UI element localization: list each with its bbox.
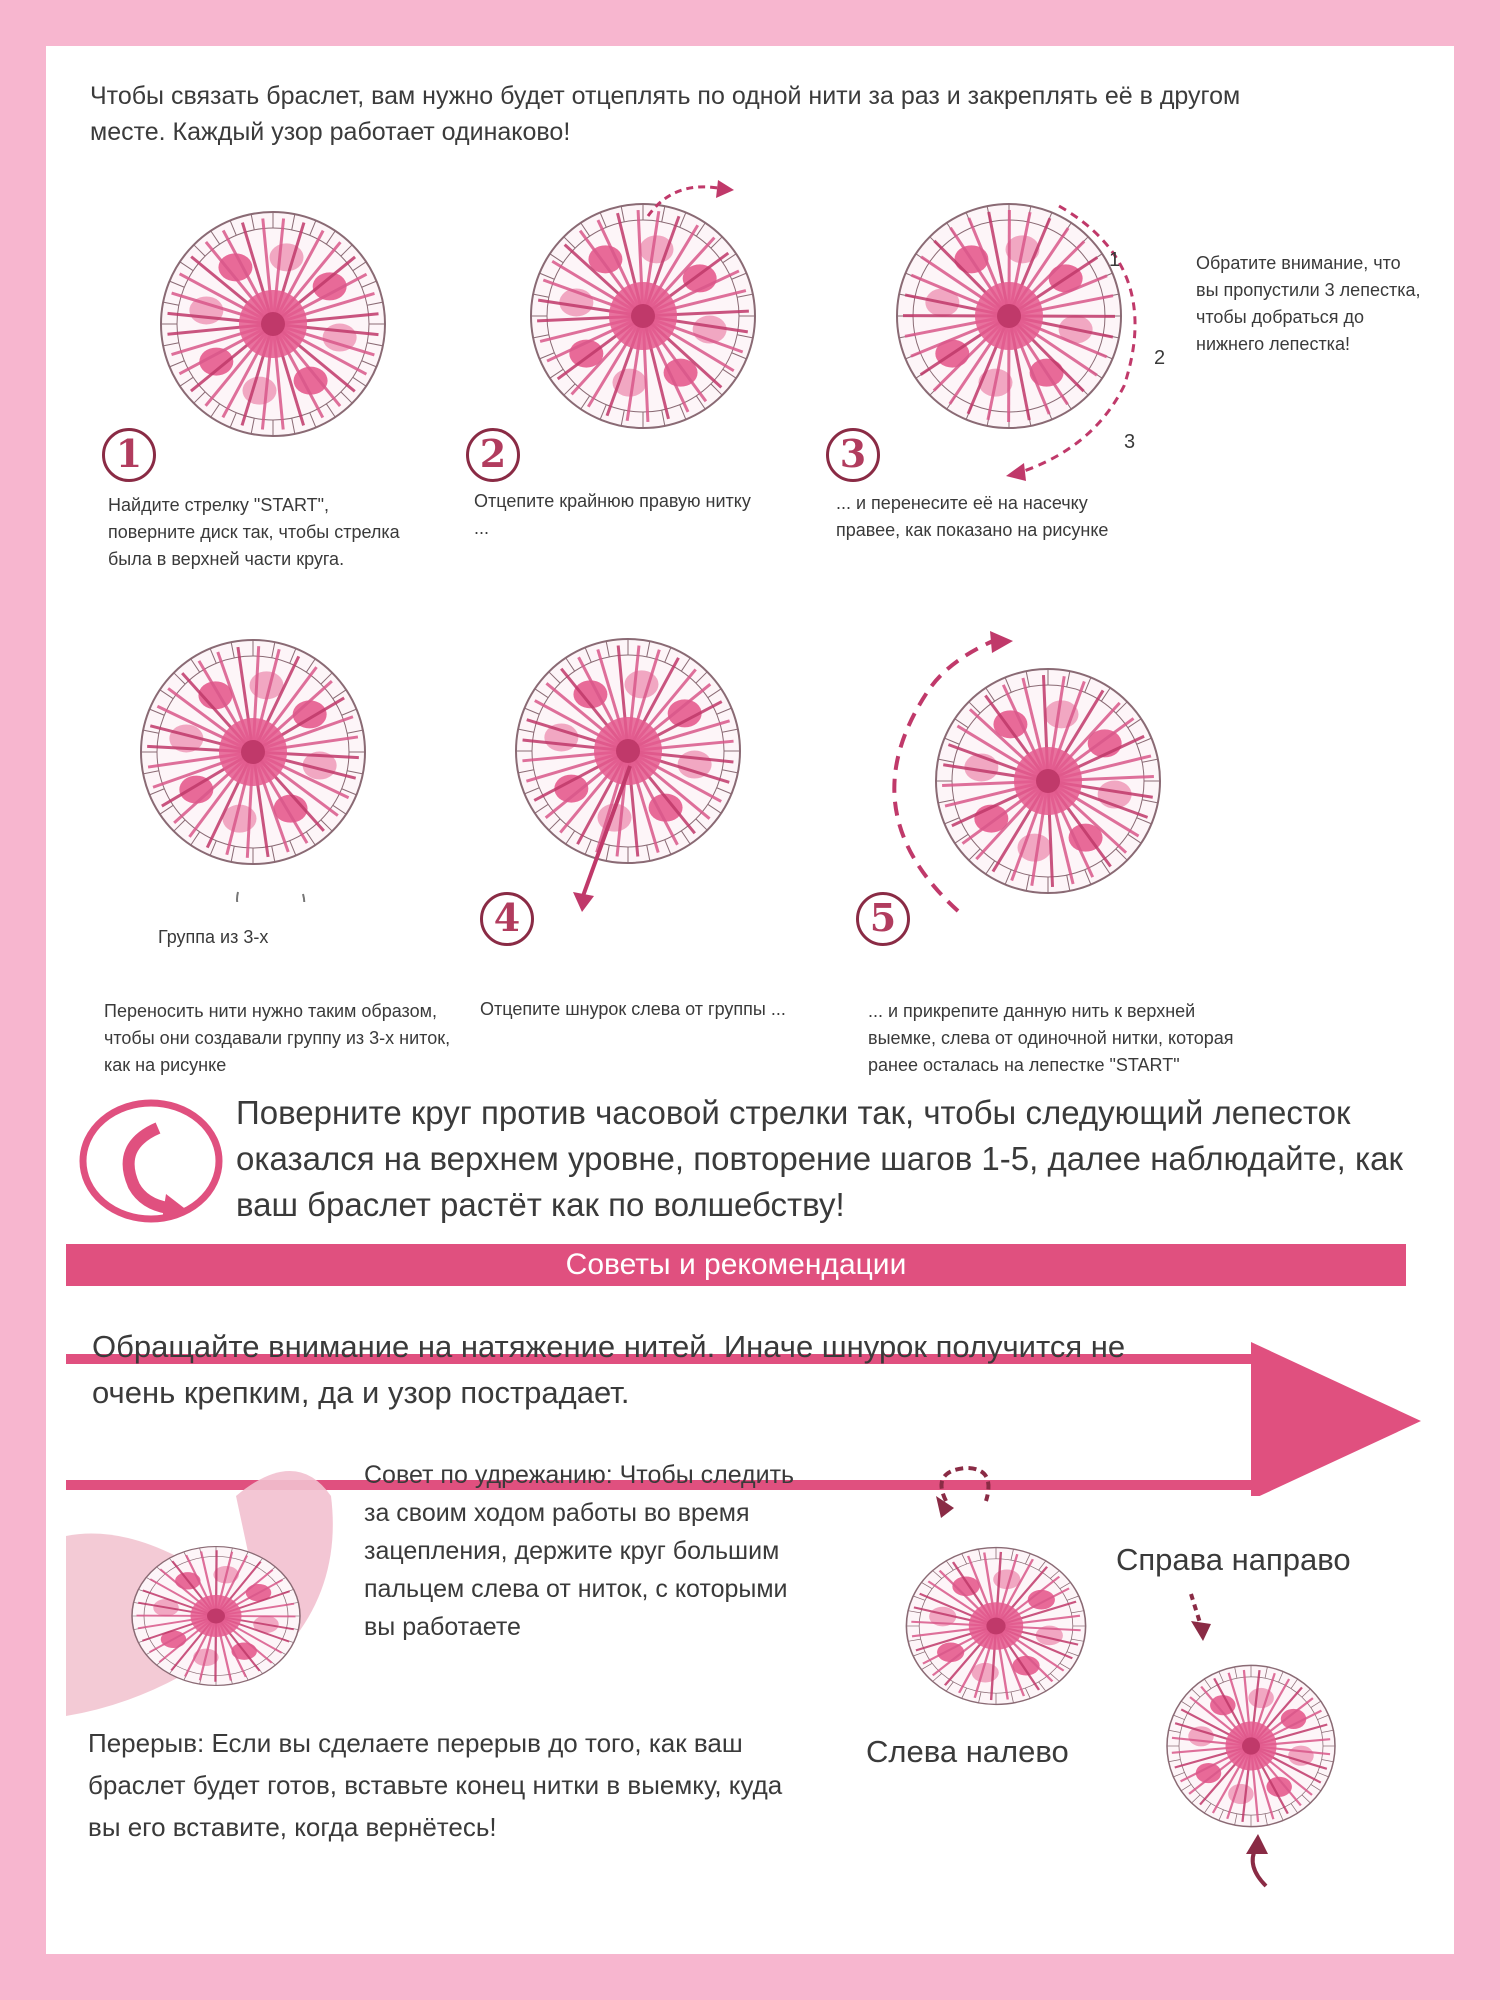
disc-step4-illustration (478, 606, 778, 926)
disc-graphic (141, 640, 365, 864)
curl-arrow-top (1191, 1594, 1201, 1626)
step3-note: Обратите внимание, что вы пропустили 3 лепестка, чтобы добраться до нижнего лепестка! (1196, 253, 1421, 354)
right-to-right-label: Справа направо (1116, 1542, 1351, 1577)
arrow-step3-head (1006, 463, 1026, 481)
disc-step5-illustration (858, 611, 1198, 951)
disc-graphic (132, 1547, 300, 1686)
tips-banner: Советы и рекомендации (66, 1244, 1406, 1286)
step-caption-2: Отцепите крайнюю правую нитку ... (474, 491, 751, 538)
disc-graphic (897, 204, 1121, 428)
disc-step3-illustration (874, 186, 1204, 486)
pause-tip: Перерыв: Если вы сделаете перерыв до того, как ваш браслет будет готов, вставьте конец нитки в выемку, куда вы его вставите, когда вернётесь! (88, 1728, 783, 1842)
group-caption: Переносить нити нужно таким образом, чтобы они создавали группу из 3-х ниток, как на рисунке (104, 1001, 451, 1075)
step-caption-1: Найдите стрелку "START", поверните диск так, чтобы стрелка была в верхней части круга. (108, 495, 400, 569)
group-label: Группа из 3-х (158, 927, 269, 947)
rotate-counterclockwise-icon (76, 1096, 226, 1226)
step-caption-4: Отцепите шнурок слева от группы ... (480, 999, 786, 1019)
group-bracket (237, 892, 304, 902)
step-number-1: 1 (102, 428, 156, 482)
mark-2: 2 (1154, 347, 1166, 369)
disc-right-to-right-illustration (1106, 1586, 1396, 1906)
disc-step2-illustration (498, 176, 788, 451)
arrow-step4-head (573, 892, 594, 912)
curl-arrow-left (942, 1468, 989, 1501)
left-to-left-label: Слева налево (866, 1734, 1069, 1769)
disc-graphic (906, 1548, 1085, 1705)
disc-step1-illustration (138, 196, 408, 451)
step-number-3: 3 (826, 428, 880, 482)
step-number-5: 5 (856, 892, 910, 946)
disc-graphic (516, 639, 740, 863)
hand-holding-disc-photo (66, 1456, 366, 1726)
hold-tip: Совет по удрежанию: Чтобы следить за своим ходом работы во время зацепления, держите круг большим пальцем слева от ниток, с которыми вы работаете (364, 1461, 795, 1641)
disc-graphic (161, 212, 385, 436)
intro-text: Чтобы связать браслет, вам нужно будет отцеплять по одной нити за раз и закреплять её в другом месте. Каждый узор работает одинаково! (90, 82, 1241, 146)
rotate-instruction: Поверните круг против часовой стрелки так, чтобы следующий лепесток оказался на верхнем уровне, повторение шагов 1-5, далее наблюдайте, как ваш браслет растёт как по волшебству! (236, 1094, 1403, 1223)
arrow-step2-head (716, 180, 734, 198)
disc-graphic (1167, 1665, 1335, 1826)
arrow-step5-head (990, 631, 1013, 653)
disc-group-illustration (108, 612, 398, 902)
step-number-4: 4 (480, 892, 534, 946)
step-caption-5: ... и прикрепите данную нить к верхней выемке, слева от одиночной нитки, которая ранее осталась на лепестке "START" (868, 1001, 1234, 1075)
disc-graphic (936, 669, 1160, 893)
disc-left-to-left-illustration (836, 1456, 1136, 1756)
mark-1: 1 (1109, 249, 1121, 271)
disc-graphic (531, 204, 755, 428)
step-number-2: 2 (466, 428, 520, 482)
tension-tip: Обращайте внимание на натяжение нитей. Иначе шнурок получится не очень крепким, да и узор пострадает. (92, 1329, 1126, 1410)
step-caption-3: ... и перенесите её на насечку правее, как показано на рисунке (836, 493, 1109, 540)
instruction-sheet (46, 46, 1454, 1954)
mark-3: 3 (1124, 431, 1136, 453)
